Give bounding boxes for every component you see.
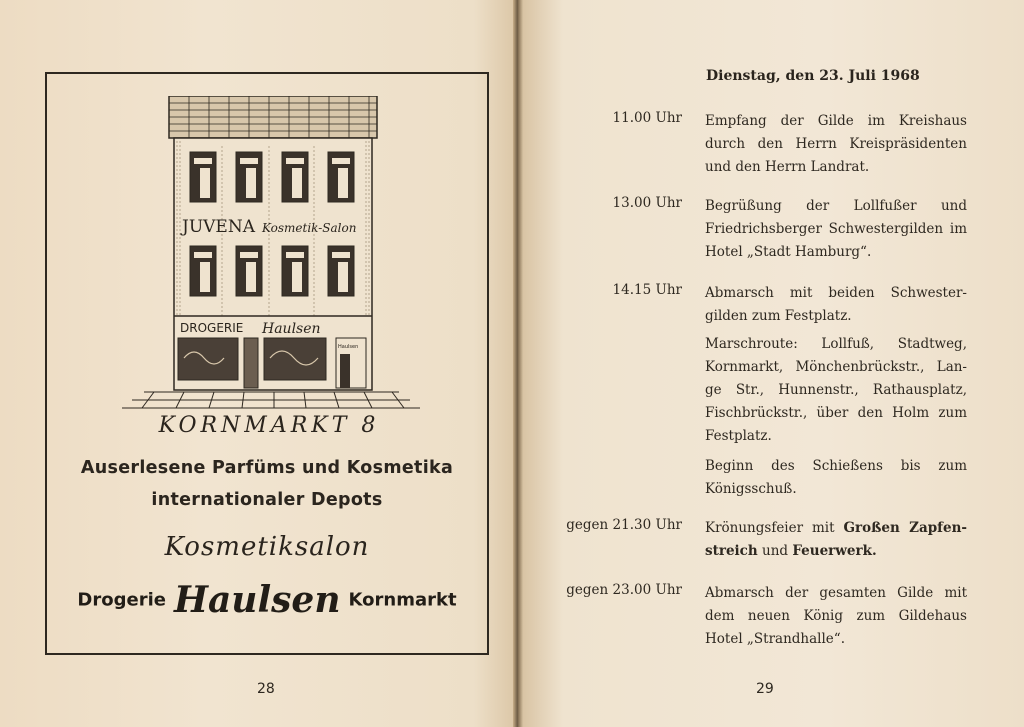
schedule-description: Marschroute: Lollfuß, Stadtweg, Kornmarkt, Mönchenbrückstr., Lan-ge Str., Hunnenstr., Rathausplatz, Fischbrückstr., über den Holm zum Festplatz. — [705, 336, 967, 444]
schedule-description: Beginn des Schießens bis zum Königsschuß. — [705, 458, 967, 497]
schedule-time: gegen 21.30 Uhr — [566, 517, 682, 533]
address-sign: KORNMARKT 8 — [158, 413, 380, 436]
page-number-left: 28 — [257, 681, 275, 697]
advertisement — [45, 72, 489, 655]
kosmetik-salon-sign: Kosmetik-Salon — [262, 221, 357, 235]
schedule-time: gegen 23.00 Uhr — [566, 582, 682, 598]
schedule-description: Abmarsch mit beiden Schwester-gilden zum Festplatz. — [705, 285, 967, 324]
program-date: Dienstag, den 23. Juli 1968 — [706, 68, 920, 84]
ad-headline-line1: Auserlesene Parfüms und Kosmetika — [80, 458, 454, 478]
hausen-sign: Haulsen — [262, 321, 321, 337]
schedule-time: 14.15 Uhr — [612, 282, 682, 298]
ad-drogerie: Drogerie — [77, 589, 166, 611]
ad-headline-line2: internationaler Depots — [151, 490, 383, 510]
schedule-description: Empfang der Gilde im Kreishaus durch den Herrn Kreispräsidenten und den Herrn Landrat. — [705, 113, 967, 175]
schedule-time: 13.00 Uhr — [612, 195, 682, 211]
schedule-description: Krönungsfeier mit Großen Zapfen-streich und Feuerwerk. — [705, 520, 967, 559]
ad-bottom-line — [47, 579, 487, 621]
schedule-description: Begrüßung der Lollfußer und Friedrichsberger Schwestergilden im Hotel „Stadt Hamburg“. — [705, 198, 967, 260]
ad-hausen-logo: Haulsen — [173, 579, 341, 621]
shop-building-illustration — [114, 96, 424, 436]
drogerie-sign: DROGERIE — [180, 321, 244, 335]
book-gutter — [513, 0, 523, 727]
schedule-description: Abmarsch der gesamten Gilde mit dem neuen König zum Gildehaus Hotel „Strandhalle“. — [705, 585, 967, 647]
page-number-right: 29 — [756, 681, 774, 697]
shop-door-sign: Haulsen — [338, 344, 359, 350]
schedule-time: 11.00 Uhr — [612, 110, 682, 126]
juvena-sign: JUVENA — [182, 217, 255, 237]
ad-kornmarkt: Kornmarkt — [348, 589, 457, 611]
ad-kosmetiksalon: Kosmetiksalon — [164, 532, 370, 562]
